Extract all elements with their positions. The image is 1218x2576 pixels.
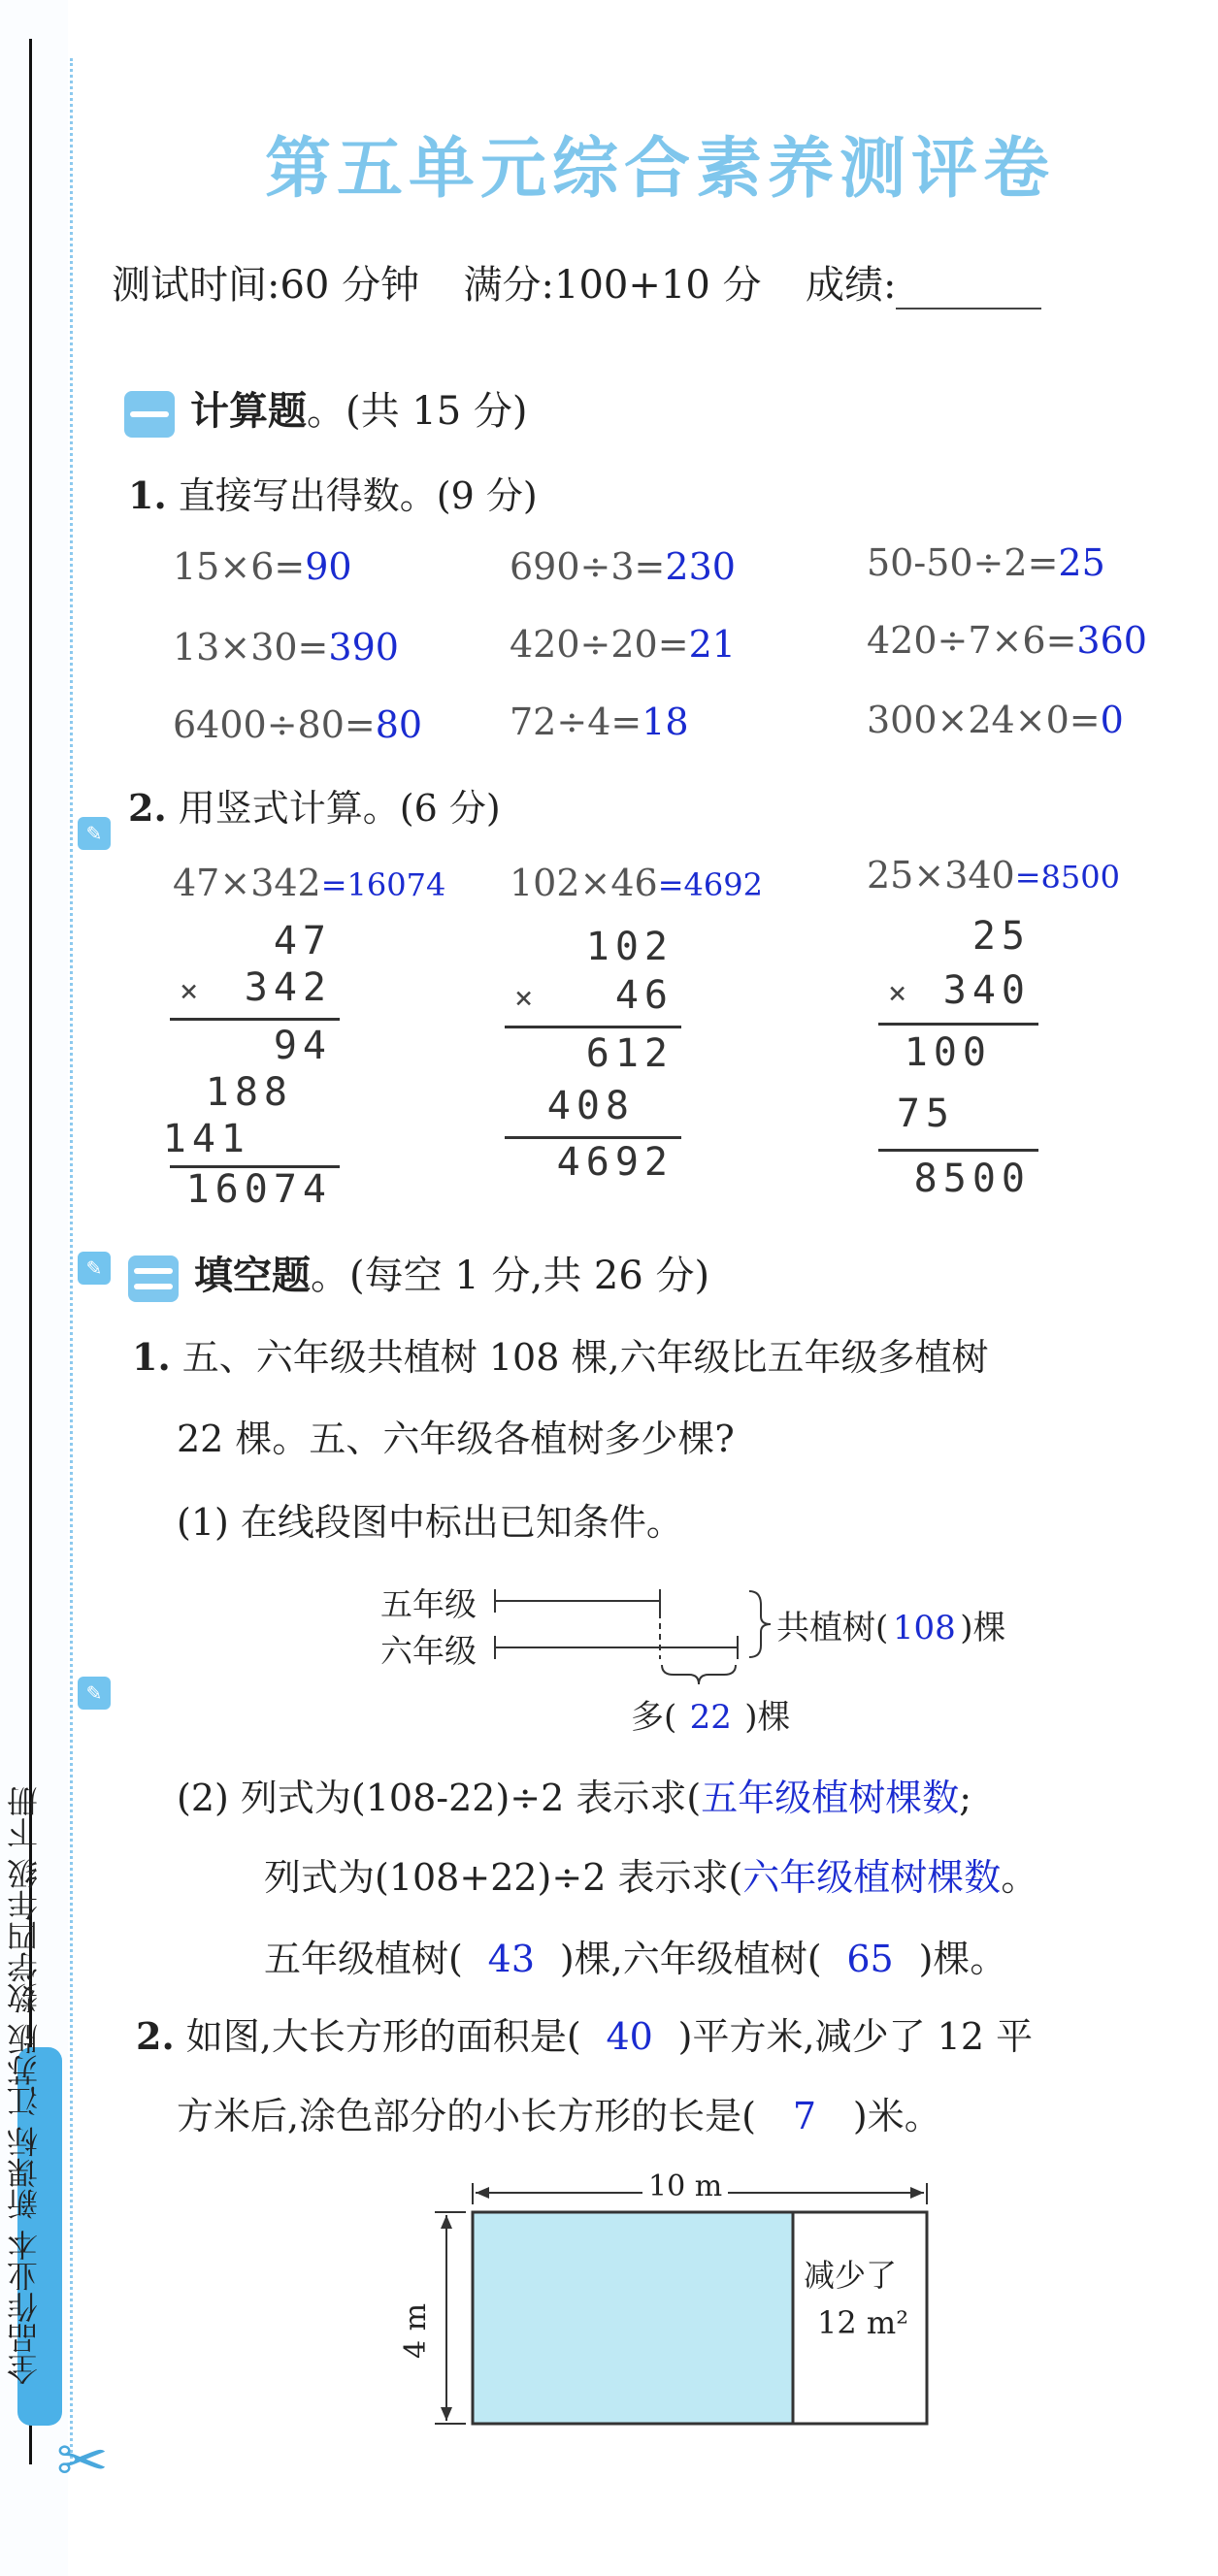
question-2 — [128, 778, 501, 831]
page-title: 第五单元综合素养测评卷 — [264, 131, 1055, 208]
answer: =4692 — [657, 866, 763, 903]
section-note: 。(共 15 分) — [307, 389, 528, 434]
fill-question-2-line1 — [136, 2006, 1033, 2060]
question-text-line2: 22 棵。五、六年级各植树多少棵? — [177, 1418, 735, 1460]
section-title: 填空题 — [194, 1254, 311, 1298]
question-text: 用竖式计算。(6 分) — [178, 787, 501, 830]
text: 五年级植树( — [264, 1938, 463, 1980]
answer: 90 — [305, 545, 352, 588]
vertical-calc-expr — [867, 854, 1120, 897]
rule — [505, 1026, 681, 1028]
cut-line — [70, 58, 73, 2464]
sub-question-2-line3 — [264, 1929, 1006, 1982]
tag-icon: ✎ — [78, 817, 111, 850]
question-number: 1. — [132, 1335, 171, 1379]
expr: 102×46 — [510, 862, 658, 904]
text: )米。 — [852, 2095, 941, 2137]
vrow: 100 — [904, 1030, 992, 1075]
answer: =16074 — [320, 866, 446, 903]
question-number: 1. — [128, 473, 167, 517]
vrow: 46 — [614, 973, 674, 1018]
vrow: 342 — [244, 965, 332, 1010]
answer: 80 — [375, 703, 423, 746]
label-text: )棵 — [960, 1609, 1006, 1647]
answer: 108 — [892, 1609, 956, 1647]
fill-question-1 — [132, 1327, 989, 1381]
text: ; — [959, 1777, 972, 1819]
difference-brace — [662, 1665, 736, 1684]
answer: 18 — [642, 701, 689, 743]
answer: 40 — [606, 2015, 653, 2058]
expr: 13×30= — [173, 626, 329, 668]
fill-question-2-line2 — [177, 2086, 941, 2139]
label-text: )棵 — [744, 1698, 791, 1737]
answer: 五年级植树棵数 — [701, 1777, 960, 1819]
vrow: 4692 — [556, 1140, 674, 1185]
vrow: 75 — [896, 1092, 955, 1136]
arrow-head — [910, 2187, 924, 2199]
score-label: 成绩: — [805, 263, 897, 308]
vertical-calc-1 — [162, 917, 340, 1212]
question-number: 2. — [128, 786, 167, 830]
oral-calc-item — [173, 545, 352, 588]
text: )平方米,减少了 12 平 — [677, 2015, 1034, 2058]
expr: 15×6= — [173, 545, 306, 588]
reduce-label: 减少了 — [804, 2257, 898, 2294]
label-text: 共植树( — [776, 1609, 889, 1647]
vrow: 25 — [971, 914, 1031, 959]
answer: 六年级植树棵数 — [742, 1856, 1002, 1899]
vrow: 102 — [585, 925, 674, 969]
expr: 72÷4= — [510, 701, 642, 743]
full-value: 100+10 分 — [554, 263, 762, 308]
rule — [170, 1018, 340, 1021]
section-title: 计算题 — [190, 389, 307, 434]
text: 列式为(108+22)÷2 表示求( — [264, 1856, 743, 1899]
oral-calc-item — [867, 541, 1105, 584]
question-text: 直接写出得数。(9 分) — [178, 474, 538, 517]
exam-meta — [112, 254, 1041, 310]
answer: 390 — [328, 626, 399, 668]
section-number-badge — [124, 391, 175, 438]
answer: 65 — [846, 1938, 894, 1980]
difference-label — [631, 1690, 791, 1738]
question-text: 五、六年级共植树 108 棵,六年级比五年级多植树 — [181, 1336, 989, 1379]
text: (2) 列式为(108-22)÷2 表示求( — [177, 1777, 702, 1819]
expr: 50-50÷2= — [867, 541, 1059, 584]
sub-question-2-line1 — [177, 1768, 971, 1821]
vrow: 612 — [585, 1031, 674, 1076]
total-brace — [749, 1591, 771, 1657]
score-blank[interactable] — [896, 278, 1041, 310]
width-label: 10 m — [642, 2169, 728, 2203]
section-calc-header — [124, 380, 528, 438]
text: )棵。 — [918, 1938, 1007, 1980]
question-1 — [128, 466, 538, 519]
tag-icon: ✎ — [78, 1252, 111, 1285]
rule — [878, 1023, 1038, 1026]
expr: 6400÷80= — [173, 703, 376, 746]
answer: 360 — [1076, 619, 1147, 662]
oral-calc-item — [510, 623, 736, 666]
vertical-calc-2 — [505, 917, 681, 1189]
times-sign: × — [514, 979, 534, 1016]
label-six-grade: 六年级 — [380, 1632, 477, 1670]
scissors-icon: ✂ — [56, 2426, 109, 2497]
times-sign: × — [180, 972, 199, 1009]
answer: 0 — [1100, 699, 1124, 741]
answer: 21 — [688, 623, 736, 666]
oral-calc-item — [173, 626, 399, 668]
section-fill-header — [128, 1245, 709, 1302]
answer: 25 — [1058, 541, 1105, 584]
time-value: 60 分钟 — [280, 263, 420, 308]
answer: 22 — [689, 1698, 732, 1737]
answer: =8500 — [1014, 859, 1120, 896]
vertical-calc-expr — [173, 862, 445, 904]
oral-calc-item — [867, 619, 1147, 662]
spine-book-title: 全品作业本 新课标 江苏版 数学四年级 下册 — [6, 1786, 43, 2386]
expr: 47×342 — [173, 862, 321, 904]
label-text: 多( — [631, 1698, 677, 1737]
sub-question-1: (1) 在线段图中标出已知条件。 — [177, 1501, 683, 1544]
oral-calc-item — [510, 701, 689, 743]
oral-calc-item — [510, 545, 736, 588]
vrow: 16074 — [185, 1167, 332, 1212]
expr: 420÷7×6= — [867, 619, 1077, 662]
answer: 230 — [665, 545, 736, 588]
text: 如图,大长方形的面积是( — [185, 2015, 581, 2058]
sub-question-2-line2 — [264, 1847, 1037, 1901]
tag-icon: ✎ — [78, 1677, 111, 1710]
vrow: 188 — [205, 1070, 293, 1115]
vrow: 94 — [273, 1024, 332, 1068]
time-label: 测试时间: — [112, 263, 280, 308]
vrow: 408 — [546, 1084, 635, 1128]
oral-calc-item — [867, 699, 1124, 741]
full-label: 满分: — [463, 263, 555, 308]
expr: 420÷20= — [510, 623, 689, 666]
text: 。 — [1001, 1856, 1038, 1899]
arrow-head — [441, 2407, 452, 2421]
answer: 7 — [792, 2095, 816, 2137]
vertical-calc-expr — [510, 862, 763, 904]
total-label — [776, 1601, 1006, 1648]
vrow: 340 — [942, 968, 1031, 1013]
expr: 300×24×0= — [867, 699, 1101, 741]
times-sign: × — [888, 974, 907, 1011]
section-note: 。(每空 1 分,共 26 分) — [311, 1254, 710, 1298]
section-number-badge — [128, 1255, 179, 1302]
arrow-head — [441, 2215, 452, 2229]
text: 方米后,涂色部分的小长方形的长是( — [177, 2095, 756, 2137]
vrow: 141 — [162, 1117, 250, 1161]
expr: 690÷3= — [510, 545, 666, 588]
reduce-area: 12 m² — [817, 2304, 909, 2341]
shaded-rectangle — [473, 2212, 793, 2424]
arrow-head — [476, 2187, 489, 2199]
rule — [505, 1136, 681, 1139]
question-number: 2. — [136, 2014, 175, 2058]
binding-spine — [0, 0, 68, 2576]
vrow: 8500 — [913, 1157, 1031, 1201]
text: )棵,六年级植树( — [559, 1938, 822, 1980]
expr: 25×340 — [867, 854, 1015, 897]
vrow: 47 — [273, 919, 332, 963]
label-five-grade: 五年级 — [380, 1585, 477, 1623]
oral-calc-item — [173, 703, 422, 746]
vertical-calc-3 — [878, 912, 1038, 1203]
rule — [878, 1149, 1038, 1152]
height-label: 4 m — [399, 2302, 434, 2360]
answer: 43 — [487, 1938, 535, 1980]
